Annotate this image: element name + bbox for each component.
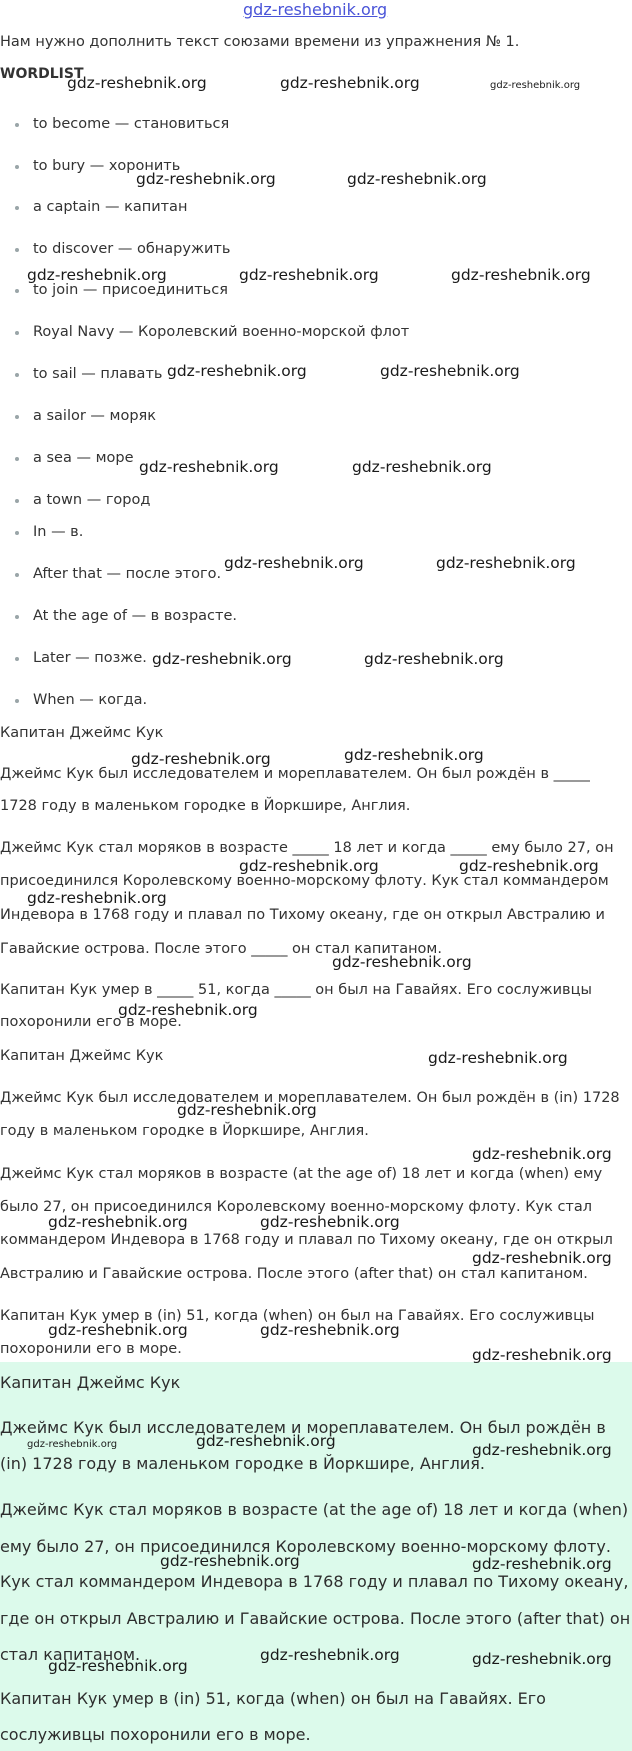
answer-line: Джеймс Кук стал моряков в возрасте (at the age of) 18 лет и когда (when) <box>0 1500 629 1519</box>
watermark: gdz-reshebnik.org <box>364 650 504 668</box>
watermark: gdz-reshebnik.org <box>27 1439 118 1450</box>
text-line: Капитан Кук умер в _____ 51, когда _____ он был на Гавайях. Его сослуживцы <box>0 982 592 998</box>
answer-line: где он открыл Австралию и Гавайские острова. После этого (after that) он <box>0 1609 631 1628</box>
watermark: gdz-reshebnik.org <box>131 750 271 768</box>
bullet-icon <box>15 457 19 461</box>
watermark: gdz-reshebnik.org <box>472 1441 612 1459</box>
watermark: gdz-reshebnik.org <box>380 362 520 380</box>
bullet-icon <box>15 499 19 503</box>
watermark: gdz-reshebnik.org <box>428 1049 568 1067</box>
watermark: gdz-reshebnik.org <box>472 1145 612 1163</box>
watermark: gdz-reshebnik.org <box>344 746 484 764</box>
watermark: gdz-reshebnik.org <box>67 74 207 92</box>
bullet-icon <box>15 123 19 127</box>
text-line: похоронили его в море. <box>0 1341 182 1357</box>
bullet-icon <box>15 331 19 335</box>
watermark: gdz-reshebnik.org <box>347 170 487 188</box>
watermark: gdz-reshebnik.org <box>167 362 307 380</box>
watermark: gdz-reshebnik.org <box>160 1552 300 1570</box>
watermark: gdz-reshebnik.org <box>118 1001 258 1019</box>
watermark: gdz-reshebnik.org <box>177 1101 317 1119</box>
watermark: gdz-reshebnik.org <box>472 1249 612 1267</box>
wordlist-title: WORDLIST <box>0 66 84 82</box>
watermark: gdz-reshebnik.org <box>260 1646 400 1664</box>
bullet-icon <box>15 531 19 535</box>
watermark: gdz-reshebnik.org <box>239 266 379 284</box>
text-line: Джеймс Кук был исследователем и мореплавателем. Он был рождён в _____ <box>0 766 590 782</box>
bullet-icon <box>15 248 19 252</box>
watermark: gdz-reshebnik.org <box>451 266 591 284</box>
bullet-icon <box>15 573 19 577</box>
watermark: gdz-reshebnik.org <box>260 1321 400 1339</box>
text-line: Джеймс Кук был исследователем и мореплавателем. Он был рождён в (in) 1728 <box>0 1090 620 1106</box>
bullet-icon <box>15 206 19 210</box>
text-line: Джеймс Кук стал моряков в возрасте _____ 18 лет и когда _____ ему было 27, он <box>0 840 614 856</box>
watermark: gdz-reshebnik.org <box>472 1346 612 1364</box>
text-line: похоронили его в море. <box>0 1014 182 1030</box>
watermark: gdz-reshebnik.org <box>48 1213 188 1231</box>
page: gdz-reshebnik.org Нам нужно дополнить текст союзами времени из упражнения № 1. WORDLIST to become — становиться to bury — хоронить a captain — капитан to discover — обнаружить to join — присоединиться Royal Navy — Королевский военно-морской флот to sail — плавать a sailor — моряк a sea — море a town — город In — в. After that — после этого. At the age of — в возрасте. Later — позже. When — когда. Капитан Джеймс Кук Джеймс Кук был исследователем и мореплавателем. Он был рождён в _____ 1728 году в маленьком городке в Йоркшире, Англия. Джеймс Кук стал моряков в возрасте _____ 18 лет и когда _____ ему было 27, он присоединился Королевскому военно-морскому флоту. Кук стал коммандером Индевора в 1768 году и плавал по Тихому океану, где он открыл Австралию и Гавайские острова. После этого _____ он стал капитаном. Капитан Кук умер в _____ 51, когда _____ он был на Гавайях. Его сослуживцы похоронили его в море. Капитан Джеймс Кук Джеймс Кук был исследователем и мореплавателем. Он был рождён в (in) 1728 году в маленьком городке в Йоркшире, Англия. Джеймс Кук стал моряков в возрасте (at the age of) 18 лет и когда (when) ему было 27, он присоединился Королевскому военно-морскому флоту. Кук стал коммандером Индевора в 1768 году и плавал по Тихому океану, где он открыл Австралию и Гавайские острова. После этого (after that) он стал капитаном. Капитан Кук умер в (in) 51, когда (when) он был на Гавайях. Его сослуживцы похоронили его в море. Капитан Джеймс Кук Джеймс Кук был исследователем и мореплавателем. Он был рождён в (in) 1728 году в маленьком городке в Йоркшире, Англия. Джеймс Кук стал моряков в возрасте (at the age of) 18 лет и когда (when) ему было 27, он присоединился Королевскому военно-морскому флоту. Кук стал коммандером Индевора в 1768 году и плавал по Тихому океану, где он открыл Австралию и Гавайские острова. После этого (after that) он стал капитаном. Капитан Кук умер в (in) 51, когда (when) он был на Гавайях. Его сослуживцы похоронили его в море. gdz-reshebnik.org gdz-reshebnik.org gdz-reshebnik.org gdz-reshebnik.org gdz-reshebnik.org gdz-reshebnik.org gdz-reshebnik.org gdz-reshebnik.org gdz-reshebnik.org gdz-reshebnik.org gdz-reshebnik.org gdz-reshebnik.org gdz-reshebnik.org gdz-reshebnik.org gdz-reshebnik.org gdz-reshebnik.org gdz-reshebnik.org gdz-reshebnik.org gdz-reshebnik.org gdz-reshebnik.org gdz-reshebnik.org gdz-reshebnik.org gdz-reshebnik.org gdz-reshebnik.org gdz-reshebnik.org gdz-reshebnik.org gdz-reshebnik.org gdz-reshebnik.org gdz-reshebnik.org gdz-reshebnik.org gdz-reshebnik.org gdz-reshebnik.org gdz-reshebnik.org gdz-reshebnik.org gdz-reshebnik.org gdz-reshebnik.org gdz-reshebnik.org gdz-reshebnik.org gdz-reshebnik.org gdz-reshebnik.org <box>0 0 632 1751</box>
watermark: gdz-reshebnik.org <box>27 266 167 284</box>
watermark: gdz-reshebnik.org <box>260 1213 400 1231</box>
answer-line: Капитан Кук умер в (in) 51, когда (when) он был на Гавайях. Его <box>0 1689 546 1708</box>
text-line: Индевора в 1768 году и плавал по Тихому океану, где он открыл Австралию и <box>0 907 605 923</box>
answer-line: ему было 27, он присоединился Королевскому военно-морскому флоту. <box>0 1537 611 1556</box>
text-line: Капитан Кук умер в (in) 51, когда (when) он был на Гавайях. Его сослуживцы <box>0 1308 595 1324</box>
watermark: gdz-reshebnik.org <box>152 650 292 668</box>
watermark: gdz-reshebnik.org <box>139 458 279 476</box>
watermark: gdz-reshebnik.org <box>136 170 276 188</box>
watermark: gdz-reshebnik.org <box>490 80 581 91</box>
watermark: gdz-reshebnik.org <box>48 1657 188 1675</box>
answer-line: Джеймс Кук был исследователем и мореплавателем. Он был рождён в <box>0 1418 606 1437</box>
text-line: было 27, он присоединился Королевскому военно-морскому флоту. Кук стал <box>0 1199 593 1215</box>
bullet-icon <box>15 165 19 169</box>
bullet-icon <box>15 289 19 293</box>
answer-line: стал капитаном. <box>0 1645 141 1664</box>
bullet-icon <box>15 373 19 377</box>
answer-title: Капитан Джеймс Кук <box>0 1373 181 1392</box>
site-link[interactable]: gdz-reshebnik.org <box>243 0 388 19</box>
answer-line: (in) 1728 году в маленьком городке в Йоркшире, Англия. <box>0 1454 485 1473</box>
watermark: gdz-reshebnik.org <box>459 857 599 875</box>
text-line: году в маленьком городке в Йоркшире, Англия. <box>0 1123 369 1139</box>
text-line: Гавайские острова. После этого _____ он стал капитаном. <box>0 941 442 957</box>
answer-line: сослуживцы похоронили его в море. <box>0 1725 311 1744</box>
section-title: Капитан Джеймс Кук <box>0 1048 164 1064</box>
text-line: Джеймс Кук стал моряков в возрасте (at the age of) 18 лет и когда (when) ему <box>0 1166 603 1182</box>
watermark: gdz-reshebnik.org <box>239 857 379 875</box>
answer-line: Кук стал коммандером Индевора в 1768 году и плавал по Тихому океану, <box>0 1572 629 1591</box>
text-line: Австралию и Гавайские острова. После этого (after that) он стал капитаном. <box>0 1266 588 1282</box>
bullet-icon <box>15 657 19 661</box>
bullet-icon <box>15 699 19 703</box>
bullet-icon <box>15 615 19 619</box>
task-text: Нам нужно дополнить текст союзами времени из упражнения № 1. <box>0 34 520 50</box>
watermark: gdz-reshebnik.org <box>436 554 576 572</box>
bullet-icon <box>15 415 19 419</box>
watermark: gdz-reshebnik.org <box>352 458 492 476</box>
watermark: gdz-reshebnik.org <box>472 1555 612 1573</box>
watermark: gdz-reshebnik.org <box>224 554 364 572</box>
watermark: gdz-reshebnik.org <box>472 1650 612 1668</box>
watermark: gdz-reshebnik.org <box>332 953 472 971</box>
watermark: gdz-reshebnik.org <box>280 74 420 92</box>
text-line: присоединился Королевскому военно-морскому флоту. Кук стал коммандером <box>0 873 609 889</box>
watermark: gdz-reshebnik.org <box>196 1432 336 1450</box>
watermark: gdz-reshebnik.org <box>27 889 167 907</box>
watermark: gdz-reshebnik.org <box>48 1321 188 1339</box>
section-title: Капитан Джеймс Кук <box>0 725 164 741</box>
text-line: коммандером Индевора в 1768 году и плавал по Тихому океану, где он открыл <box>0 1232 613 1248</box>
text-line: 1728 году в маленьком городке в Йоркшире, Англия. <box>0 798 411 814</box>
